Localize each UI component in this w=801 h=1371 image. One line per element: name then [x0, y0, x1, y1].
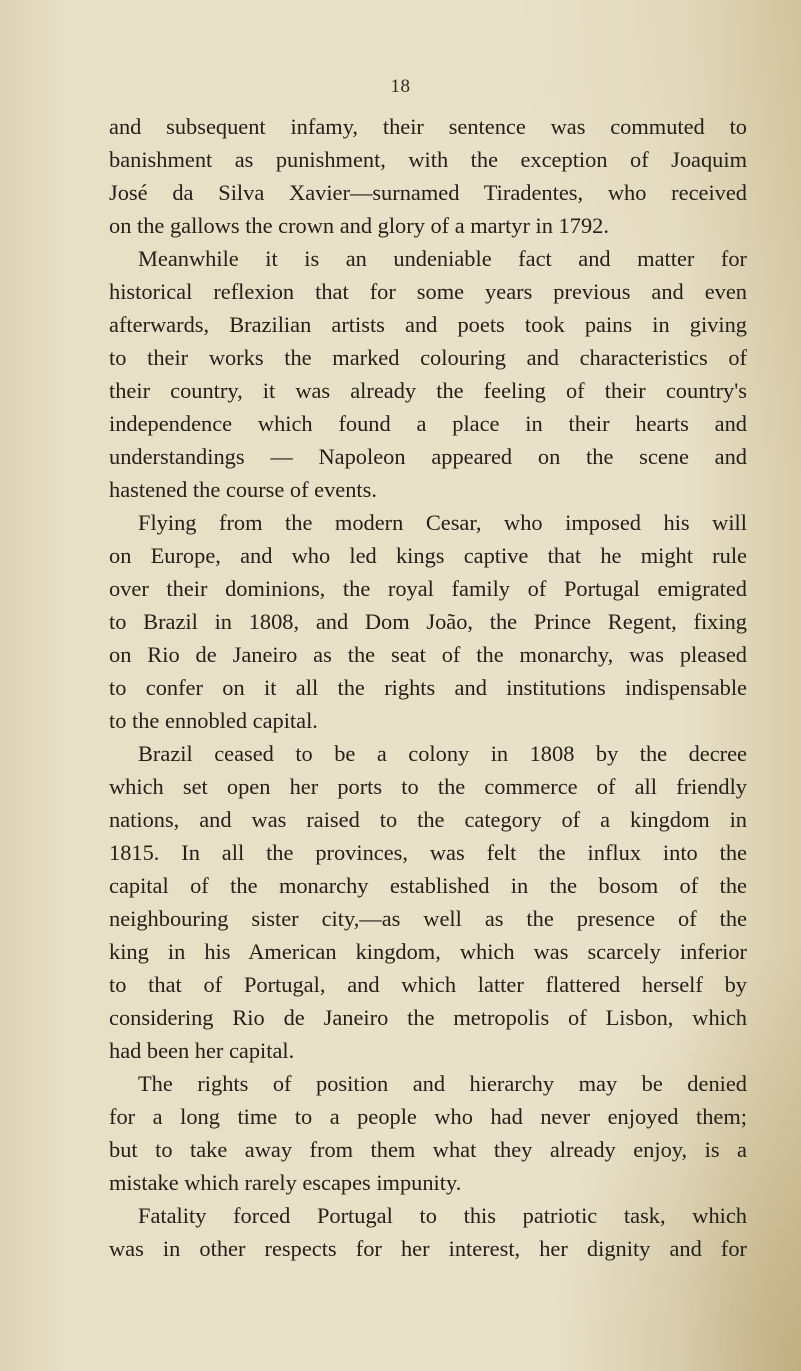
text-line: over their dominions, the royal family of Portugal emigrated — [109, 576, 747, 601]
text-line: independence which found a place in their hearts and — [109, 411, 747, 436]
text-line: José da Silva Xavier—surnamed Tiradentes, who received — [109, 180, 747, 205]
text-line: historical reflexion that for some years previous and even — [109, 279, 747, 304]
text-line: nations, and was raised to the category of a kingdom in — [109, 807, 747, 832]
text-line: understandings — Napoleon appeared on the scene and — [109, 444, 747, 469]
page-number: 18 — [390, 76, 411, 97]
text-line: Meanwhile it is an undeniable fact and matter for — [138, 246, 747, 271]
text-line: on Europe, and who led kings captive that he might rule — [109, 543, 747, 568]
text-line: mistake which rarely escapes impunity. — [109, 1170, 462, 1195]
text-line: for a long time to a people who had never enjoyed them; — [109, 1104, 747, 1129]
text-line: hastened the course of events. — [109, 477, 377, 502]
text-line: which set open her ports to the commerce of all friendly — [109, 774, 747, 799]
text-line: The rights of position and hierarchy may be denied — [138, 1071, 747, 1096]
text-line: on the gallows the crown and glory of a martyr in 1792. — [109, 213, 609, 238]
text-line: to confer on it all the rights and institutions indispensable — [109, 675, 747, 700]
text-line: had been her capital. — [109, 1038, 295, 1063]
text-line: on Rio de Janeiro as the seat of the monarchy, was pleased — [109, 642, 747, 667]
text-line: to their works the marked colouring and characteristics of — [109, 345, 747, 370]
text-line: Fatality forced Portugal to this patriotic task, which — [138, 1203, 747, 1228]
text-line: to that of Portugal, and which latter flattered herself by — [109, 972, 747, 997]
text-line: afterwards, Brazilian artists and poets took pains in giving — [109, 312, 747, 337]
body-text — [109, 114, 747, 1269]
text-line: to the ennobled capital. — [109, 708, 318, 733]
text-line: capital of the monarchy established in the bosom of the — [109, 873, 747, 898]
text-line: and subsequent infamy, their sentence was commuted to — [109, 114, 747, 139]
text-line: neighbouring sister city,—as well as the presence of the — [109, 906, 747, 931]
text-line: banishment as punishment, with the exception of Joaquim — [109, 147, 747, 172]
text-line: Flying from the modern Cesar, who imposed his will — [138, 510, 747, 535]
text-line: but to take away from them what they already enjoy, is a — [109, 1137, 747, 1162]
text-line: their country, it was already the feeling of their country's — [109, 378, 747, 403]
text-line: to Brazil in 1808, and Dom João, the Prince Regent, fixing — [109, 609, 747, 634]
text-line: 1815. In all the provinces, was felt the influx into the — [109, 840, 747, 865]
text-line: considering Rio de Janeiro the metropolis of Lisbon, which — [109, 1005, 747, 1030]
text-line: was in other respects for her interest, her dignity and for — [109, 1236, 747, 1261]
text-line: Brazil ceased to be a colony in 1808 by the decree — [138, 741, 747, 766]
text-line: king in his American kingdom, which was scarcely inferior — [109, 939, 747, 964]
